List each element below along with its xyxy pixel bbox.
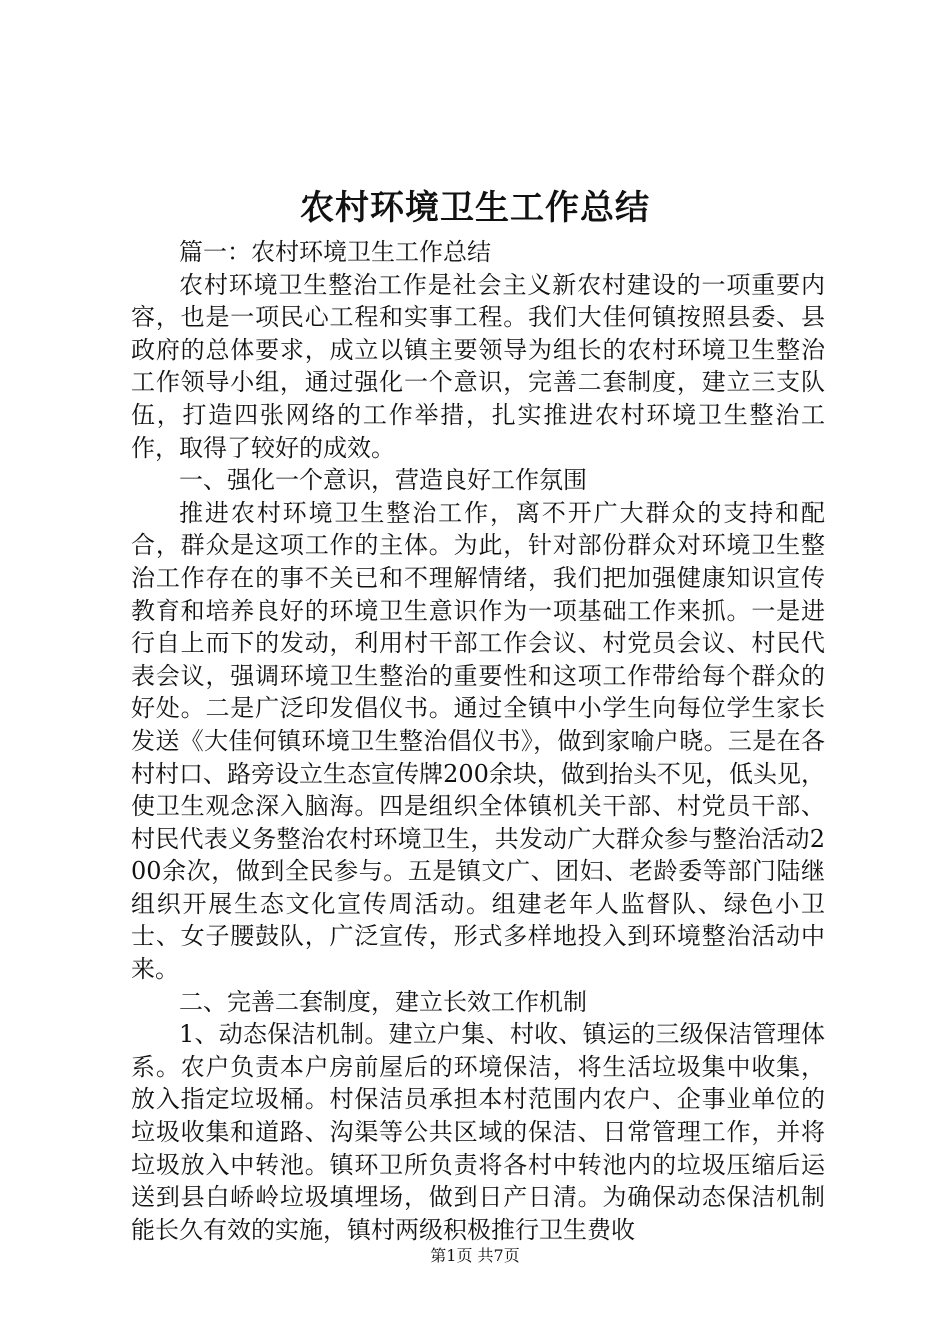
paragraph-body-two: 1、动态保洁机制。建立户集、村收、镇运的三级保洁管理体系。农户负责本户房前屋后的环境保洁，将生活垃圾集中收集，放入指定垃圾桶。村保洁员承担本村范围内农户、企事业单位的垃圾收集和道路、沟渠等公共区域的保洁、日常管理工作，并将垃圾放入中转池。镇环卫所负责将各村中转池内的垃圾压缩后运送到县白峤岭垃圾填埋场，做到日产日清。为确保动态保洁机制能长久有效的实施，镇村两级积极推行卫生费收 — [131, 1020, 825, 1244]
paragraph-body-one: 推进农村环境卫生整治工作，离不开广大群众的支持和配合，群众是这项工作的主体。为此，针对部份群众对环境卫生整治工作存在的事不关已和不理解情绪，我们把加强健康知识宣传教育和培养良好的环境卫生意识作为一项基础工作来抓。一是进行自上而下的发动，利用村干部工作会议、村党员会议、村民代表会议，强调环境卫生整治的重要性和这项工作带给每个群众的好处。二是广泛印发倡仪书。通过全镇中小学生向每位学生家长发送《大佳何镇环境卫生整治倡仪书》，做到家喻户晓。三是在各村村口、路旁设立生态宣传牌200余块，做到抬头不见，低头见，使卫生观念深入脑海。四是组织全体镇机关干部、村党员干部、村民代表义务整治农村环境卫生，共发动广大群众参与整治活动200余次，做到全民参与。五是镇文广、团妇、老龄委等部门陆继组织开展生态文化宣传周活动。组建老年人监督队、绿色小卫士、女子腰鼓队，广泛宣传，形式多样地投入到环境整治活动中来。 — [131, 498, 825, 984]
document-body — [131, 236, 825, 1246]
paragraph-heading-two: 二、完善二套制度，建立长效工作机制 — [179, 987, 587, 1016]
paragraph-intro: 农村环境卫生整治工作是社会主义新农村建设的一项重要内容，也是一项民心工程和实事工程。我们大佳何镇按照县委、县政府的总体要求，成立以镇主要领导为组长的农村环境卫生整治工作领导小组，通过强化一个意识，完善二套制度，建立三支队伍，打造四张网络的工作举措，扎实推进农村环境卫生整治工作，取得了较好的成效。 — [131, 270, 825, 462]
paragraph-heading-one: 一、强化一个意识，营造良好工作氛围 — [179, 466, 587, 495]
document-title: 农村环境卫生工作总结 — [300, 188, 650, 228]
page-footer: 第1页 共7页 — [430, 1246, 520, 1265]
paragraph-section-heading: 篇一：农村环境卫生工作总结 — [179, 238, 491, 266]
